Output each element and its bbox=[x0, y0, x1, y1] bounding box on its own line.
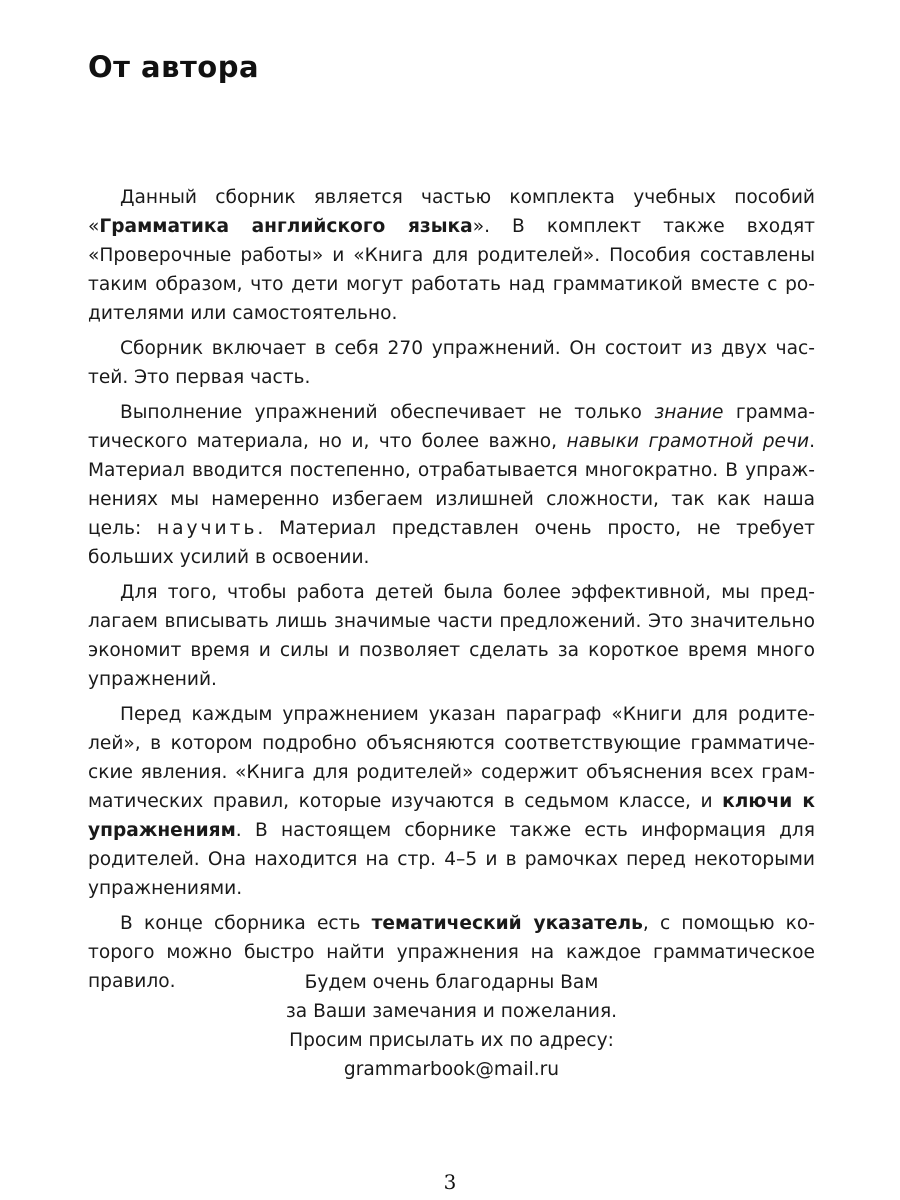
p3-text-e: . Материал вводится постепенно, отрабатывается многократно. В упражнениях мы намеренно избегаем излишней сложности, так как наша цель: bbox=[88, 431, 815, 539]
signoff-block bbox=[88, 968, 815, 1084]
paragraph-4: Для того, чтобы работа детей была более эффективной, мы предлагаем вписывать лишь значимые части предложений. Это значительно экономит время и силы и позволяет сделать за короткое время много упражнений. bbox=[88, 582, 815, 690]
paragraph-1 bbox=[88, 183, 815, 328]
p6-text-c: , с помощью которого можно быстро найти упражнения на каждое грамматическое правило. bbox=[88, 913, 816, 992]
p6-text-a: В конце сборника есть bbox=[120, 913, 372, 934]
p1-text-a: Данный сборник является частью комплекта учебных пособий « bbox=[88, 187, 815, 237]
preface-body bbox=[88, 183, 815, 1002]
p1-text-c: ». В комплект также входят «Проверочные работы» и «Книга для родителей». Пособия составлены таким образом, что дети могут работать над грамматикой вместе с родителями или самостоятельно. bbox=[88, 216, 816, 324]
p3-text-g: . Материал представлен очень просто, не требует больших усилий в освоении. bbox=[88, 518, 815, 568]
paragraph-2: Сборник включает в себя 270 упражнений. Он состоит из двух частей. Это первая часть. bbox=[88, 338, 815, 388]
p5-text-c: . В настоящем сборнике также есть информация для родителей. Она находится на стр. 4–5 и в рамочках перед некоторыми упражнениями. bbox=[88, 820, 815, 899]
page-number: 3 bbox=[443, 1170, 457, 1194]
p3-emphasis-knowledge: знание bbox=[654, 402, 724, 423]
p3-spaced-goal: научить bbox=[156, 518, 258, 539]
page-title: От автора bbox=[88, 50, 260, 84]
signoff-line-1: Будем очень благодарны Вам bbox=[304, 972, 599, 993]
p3-emphasis-skills: навыки грамотной речи bbox=[566, 431, 810, 452]
p3-text-a: Выполнение упражнений обеспечивает не только bbox=[120, 402, 655, 423]
signoff-line-2: за Ваши замечания и пожелания. bbox=[285, 1001, 618, 1022]
p3-text-c: грамматического материала, но и, что более важно, bbox=[88, 402, 815, 452]
p5-bold-keys: ключи к упражнениям bbox=[88, 791, 815, 841]
signoff-line-3: Просим присылать их по адресу: bbox=[289, 1030, 614, 1051]
paragraph-3 bbox=[88, 398, 815, 572]
p5-text-a: Перед каждым упражнением указан параграф «Книги для родителей», в котором подробно объясняются соответствующие грамматические явления. «Книга для родителей» содержит объяснения всех грамматических правил, которые изучаются в седьмом классе, и bbox=[88, 704, 815, 812]
p1-book-title: Грамматика английского языка bbox=[99, 216, 473, 237]
p6-bold-index: тематический указатель bbox=[371, 913, 643, 934]
contact-email: grammarbook@mail.ru bbox=[343, 1059, 560, 1080]
paragraph-5 bbox=[88, 700, 815, 903]
